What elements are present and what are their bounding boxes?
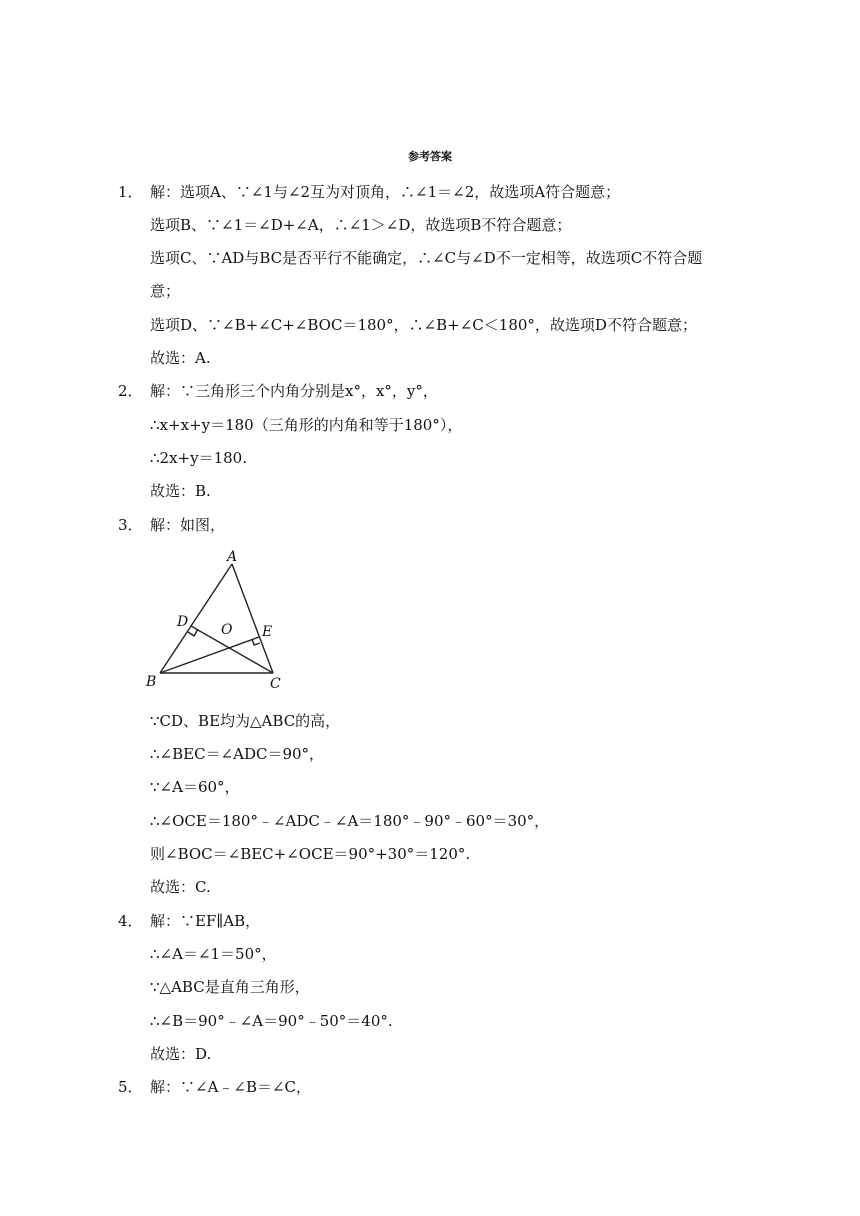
q2-line-1: 解：∵三角形三个内角分别是x°，x°，y°，: [150, 382, 438, 400]
q3-line-4: ∴∠OCE＝180°﹣∠ADC﹣∠A＝180°﹣90°﹣60°＝30°，: [150, 812, 550, 830]
q1-line-6: 故选：A.: [150, 349, 211, 367]
segment-be: [160, 637, 259, 673]
q2-line-2: ∴x+x+y＝180（三角形的内角和等于180°），: [150, 416, 463, 434]
q3-line-1: ∵CD、BE均为△ABC的高，: [150, 712, 341, 730]
q4-line-1: 解：∵EF∥AB，: [150, 912, 261, 930]
q3-line-3: ∵∠A＝60°，: [150, 778, 240, 796]
label-o: O: [221, 622, 233, 638]
q4-line-3: ∵△ABC是直角三角形，: [150, 978, 310, 996]
q2-number: 2．: [118, 382, 143, 400]
q3-number: 3．: [118, 516, 143, 534]
q1-line-2: 选项B、∵∠1＝∠D+∠A，∴∠1＞∠D，故选项B不符合题意；: [150, 216, 572, 234]
segment-ab: [160, 564, 232, 673]
q3-line-2: ∴∠BEC＝∠ADC＝90°，: [150, 745, 325, 763]
q2-line-3: ∴2x+y＝180.: [150, 449, 247, 467]
q4-line-4: ∴∠B＝90°﹣∠A＝90°﹣50°＝40°.: [150, 1012, 393, 1030]
right-angle-mark-d: [188, 629, 198, 636]
q3-line-6: 故选：C.: [150, 878, 211, 896]
q1-line-4: 意；: [150, 282, 181, 300]
label-a: A: [227, 549, 238, 565]
right-angle-mark-e: [252, 639, 260, 645]
page-title: 参考答案: [408, 150, 452, 163]
q1-number: 1．: [118, 183, 143, 201]
label-c: C: [270, 676, 281, 692]
q1-line-1: 解：选项A、∵∠1与∠2互为对顶角，∴∠1＝∠2，故选项A符合题意；: [150, 183, 621, 201]
segment-ac: [232, 564, 273, 673]
q4-line-2: ∴∠A＝∠1＝50°，: [150, 945, 277, 963]
q1-line-3: 选项C、∵AD与BC是否平行不能确定，∴∠C与∠D不一定相等，故选项C不符合题: [150, 249, 703, 267]
q5-line-1: 解：∵∠A﹣∠B＝∠C，: [150, 1078, 312, 1096]
label-d: D: [177, 614, 189, 630]
q2-line-4: 故选：B.: [150, 482, 211, 500]
label-e: E: [262, 624, 273, 640]
q3-line-5: 则∠BOC＝∠BEC+∠OCE＝90°+30°＝120°.: [150, 845, 471, 863]
q1-line-5: 选项D、∵∠B+∠C+∠BOC＝180°，∴∠B+∠C＜180°，故选项D不符合题意；: [150, 316, 697, 334]
q3-intro: 解：如图，: [150, 516, 226, 534]
q4-line-5: 故选：D.: [150, 1045, 212, 1063]
q5-number: 5．: [118, 1078, 143, 1096]
q4-number: 4．: [118, 912, 143, 930]
triangle-figure: [140, 548, 300, 698]
label-b: B: [146, 674, 157, 690]
